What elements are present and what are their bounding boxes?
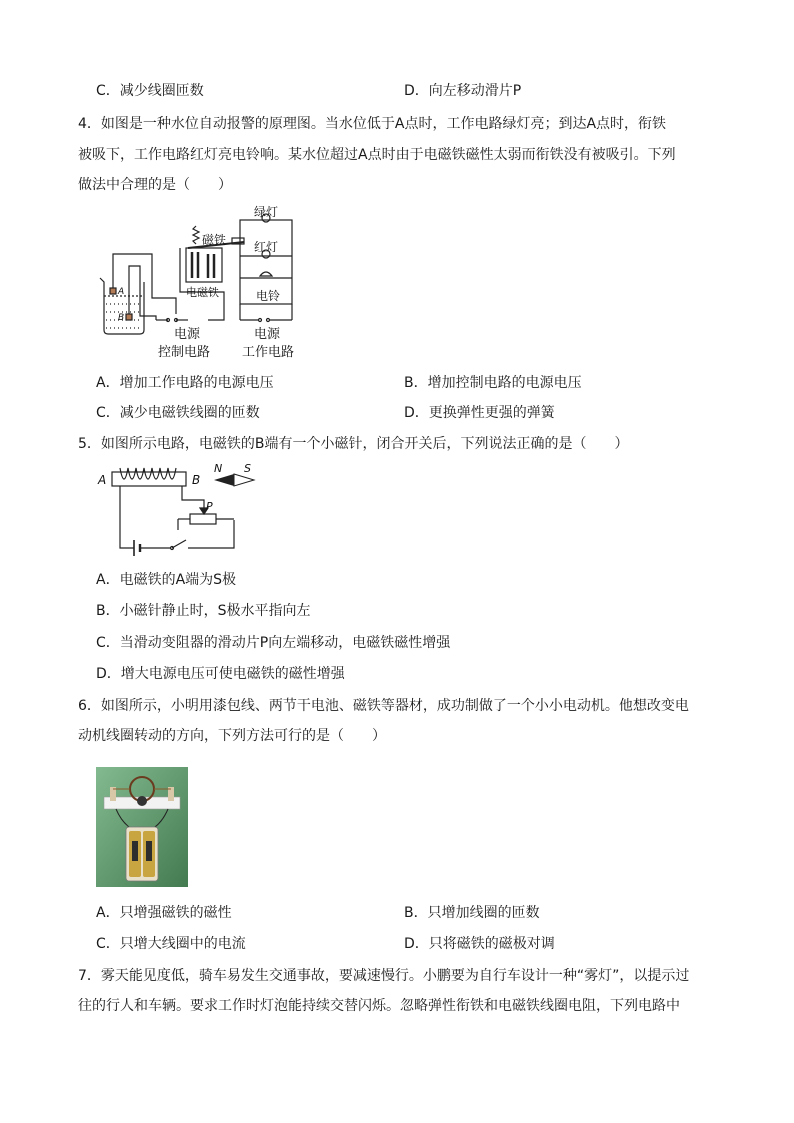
q5-option-c: C．当滑动变阻器的滑动片P向左端移动，电磁铁磁性增强 xyxy=(96,635,451,651)
q5-label-end-b: B xyxy=(192,473,201,487)
q4-water-alarm-diagram xyxy=(92,204,316,364)
q6-option-d: D．只将磁铁的磁极对调 xyxy=(404,936,555,952)
q4-label-armature: 磁铁 xyxy=(202,233,227,247)
q6-option-b: B．只增加线圈的匝数 xyxy=(404,905,540,921)
q5-label-needle-s: S xyxy=(244,462,251,475)
q4-label-red-lamp: 红灯 xyxy=(254,240,279,254)
q5-option-b: B．小磁针静止时，S极水平指向左 xyxy=(96,603,311,619)
q5-electromagnet-circuit-diagram xyxy=(94,460,264,560)
q4-option-c: C．减少电磁铁线圈的匝数 xyxy=(96,405,260,421)
q3-option-c: C．减少线圈匝数 xyxy=(96,83,204,99)
q4-label-electromagnet: 电磁铁 xyxy=(186,286,219,299)
q4-label-control-circuit: 控制电路 xyxy=(158,345,211,360)
q5-label-needle-n: N xyxy=(214,462,223,475)
q4-label-work-circuit: 工作电路 xyxy=(242,345,295,360)
q4-option-a: A．增加工作电路的电源电压 xyxy=(96,375,274,391)
q4-option-d: D．更换弹性更强的弹簧 xyxy=(404,405,555,421)
q7-stem-line1: 7．雾天能见度低，骑车易发生交通事故，要减速慢行。小鹏要为自行车设计一种“雾灯”，以提示过 xyxy=(78,968,690,984)
q4-label-point-a: A xyxy=(118,287,125,297)
q5-option-a: A．电磁铁的A端为S极 xyxy=(96,572,237,588)
q3-option-d: D．向左移动滑片P xyxy=(404,83,522,99)
q4-stem-line1: 4．如图是一种水位自动报警的原理图。当水位低于A点时，工作电路绿灯亮；到达A点时，衔铁 xyxy=(78,116,667,132)
q6-option-a: A．只增强磁铁的磁性 xyxy=(96,905,232,921)
q5-label-slider-p: P xyxy=(206,500,213,513)
q7-stem-line2: 往的行人和车辆。要求工作时灯泡能持续交替闪烁。忽略弹性衔铁和电磁铁线圈电阻，下列电路中 xyxy=(78,998,680,1014)
q4-label-point-b: B xyxy=(118,313,125,323)
q4-label-bell: 电铃 xyxy=(256,289,281,303)
q5-stem: 5．如图所示电路，电磁铁的B端有一个小磁针，闭合开关后，下列说法正确的是（ ） xyxy=(78,436,629,452)
q4-option-b: B．增加控制电路的电源电压 xyxy=(404,375,582,391)
q4-label-green-lamp: 绿灯 xyxy=(254,205,279,219)
q4-label-work-power: 电源 xyxy=(254,327,281,342)
q6-option-c: C．只增大线圈中的电流 xyxy=(96,936,246,952)
q6-motor-photo xyxy=(96,767,188,887)
q6-stem-line1: 6．如图所示，小明用漆包线、两节干电池、磁铁等器材，成功制做了一个小小电动机。他想改变电 xyxy=(78,698,689,714)
q4-stem-line3: 做法中合理的是（ ） xyxy=(78,177,232,193)
q5-label-end-a: A xyxy=(98,473,107,487)
q6-stem-line2: 动机线圈转动的方向，下列方法可行的是（ ） xyxy=(78,728,386,744)
q4-stem-line2: 被吸下，工作电路红灯亮电铃响。某水位超过A点时由于电磁铁磁性太弱而衔铁没有被吸引。下列 xyxy=(78,147,676,163)
q5-option-d: D．增大电源电压可使电磁铁的磁性增强 xyxy=(96,666,345,682)
q4-label-control-power: 电源 xyxy=(174,327,201,342)
